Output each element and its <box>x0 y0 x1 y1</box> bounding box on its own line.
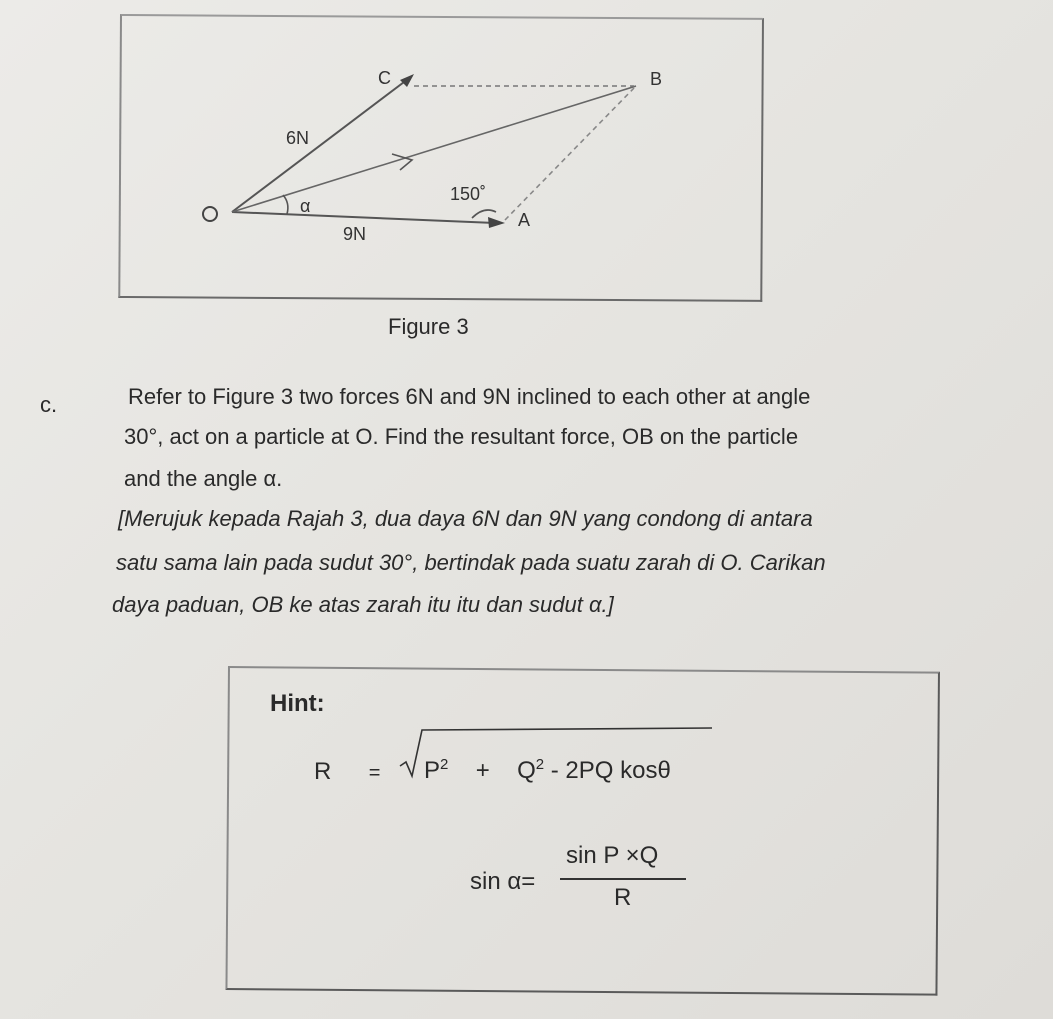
formula2-lhs: sin α= <box>470 868 536 895</box>
label-6n: 6N <box>286 128 310 148</box>
angle-alpha-arc <box>283 195 288 214</box>
formula-resultant <box>314 758 380 786</box>
label-alpha: α <box>300 196 311 216</box>
formula2-denominator: R <box>614 884 632 911</box>
force-6n-arrowhead <box>400 74 414 87</box>
dashed-line-ab <box>505 88 634 220</box>
formula1-rest: - 2PQ kosθ <box>550 757 671 784</box>
formula1-lhs: R <box>314 758 332 785</box>
formula2-numerator: sin P ×Q <box>566 842 659 869</box>
formula1-q-exp: 2 <box>535 756 545 773</box>
formula1-p: P <box>424 757 441 784</box>
hint-title: Hint: <box>270 690 325 717</box>
formula1-q: Q <box>517 757 536 784</box>
force-9n-arrowhead <box>488 217 505 228</box>
question-malay-line3: daya paduan, OB ke atas zarah itu itu dan sudut α.] <box>112 592 614 617</box>
question-english-line1: Refer to Figure 3 two forces 6N and 9N inclined to each other at angle <box>128 384 811 409</box>
question-malay-line1: [Merujuk kepada Rajah 3, dua daya 6N dan 9N yang condong di antara <box>118 506 813 531</box>
question-english-line2-rest: , act on a particle at O. Find the resultant force, OB on the particle <box>157 424 799 449</box>
figure-caption: Figure 3 <box>388 314 469 339</box>
force-6n-line <box>232 76 412 212</box>
question-english-line2 <box>124 424 798 450</box>
question-malay-line2: satu sama lain pada sudut 30°, bertindak pada suatu zarah di O. Carikan <box>116 550 826 575</box>
label-9n: 9N <box>343 224 367 244</box>
label-c: C <box>378 68 391 88</box>
angle-30-value: 30° <box>124 424 158 449</box>
label-150: 150˚ <box>450 184 487 204</box>
formula1-p-exp: 2 <box>440 756 449 773</box>
formula1-radicand <box>424 756 671 785</box>
label-b: B <box>650 69 663 89</box>
force-9n-line <box>232 212 495 223</box>
hint-box <box>225 666 940 996</box>
formula1-plus: + <box>475 757 490 784</box>
figure-3-diagram <box>0 0 1053 330</box>
question-english-line3: and the angle α. <box>124 466 283 491</box>
formula1-equals: = <box>368 762 381 784</box>
angle-150-arc <box>472 210 496 218</box>
fraction-bar <box>560 878 686 880</box>
label-a: A <box>518 210 531 230</box>
point-o-marker <box>203 207 217 221</box>
question-marker: c. <box>40 392 58 417</box>
